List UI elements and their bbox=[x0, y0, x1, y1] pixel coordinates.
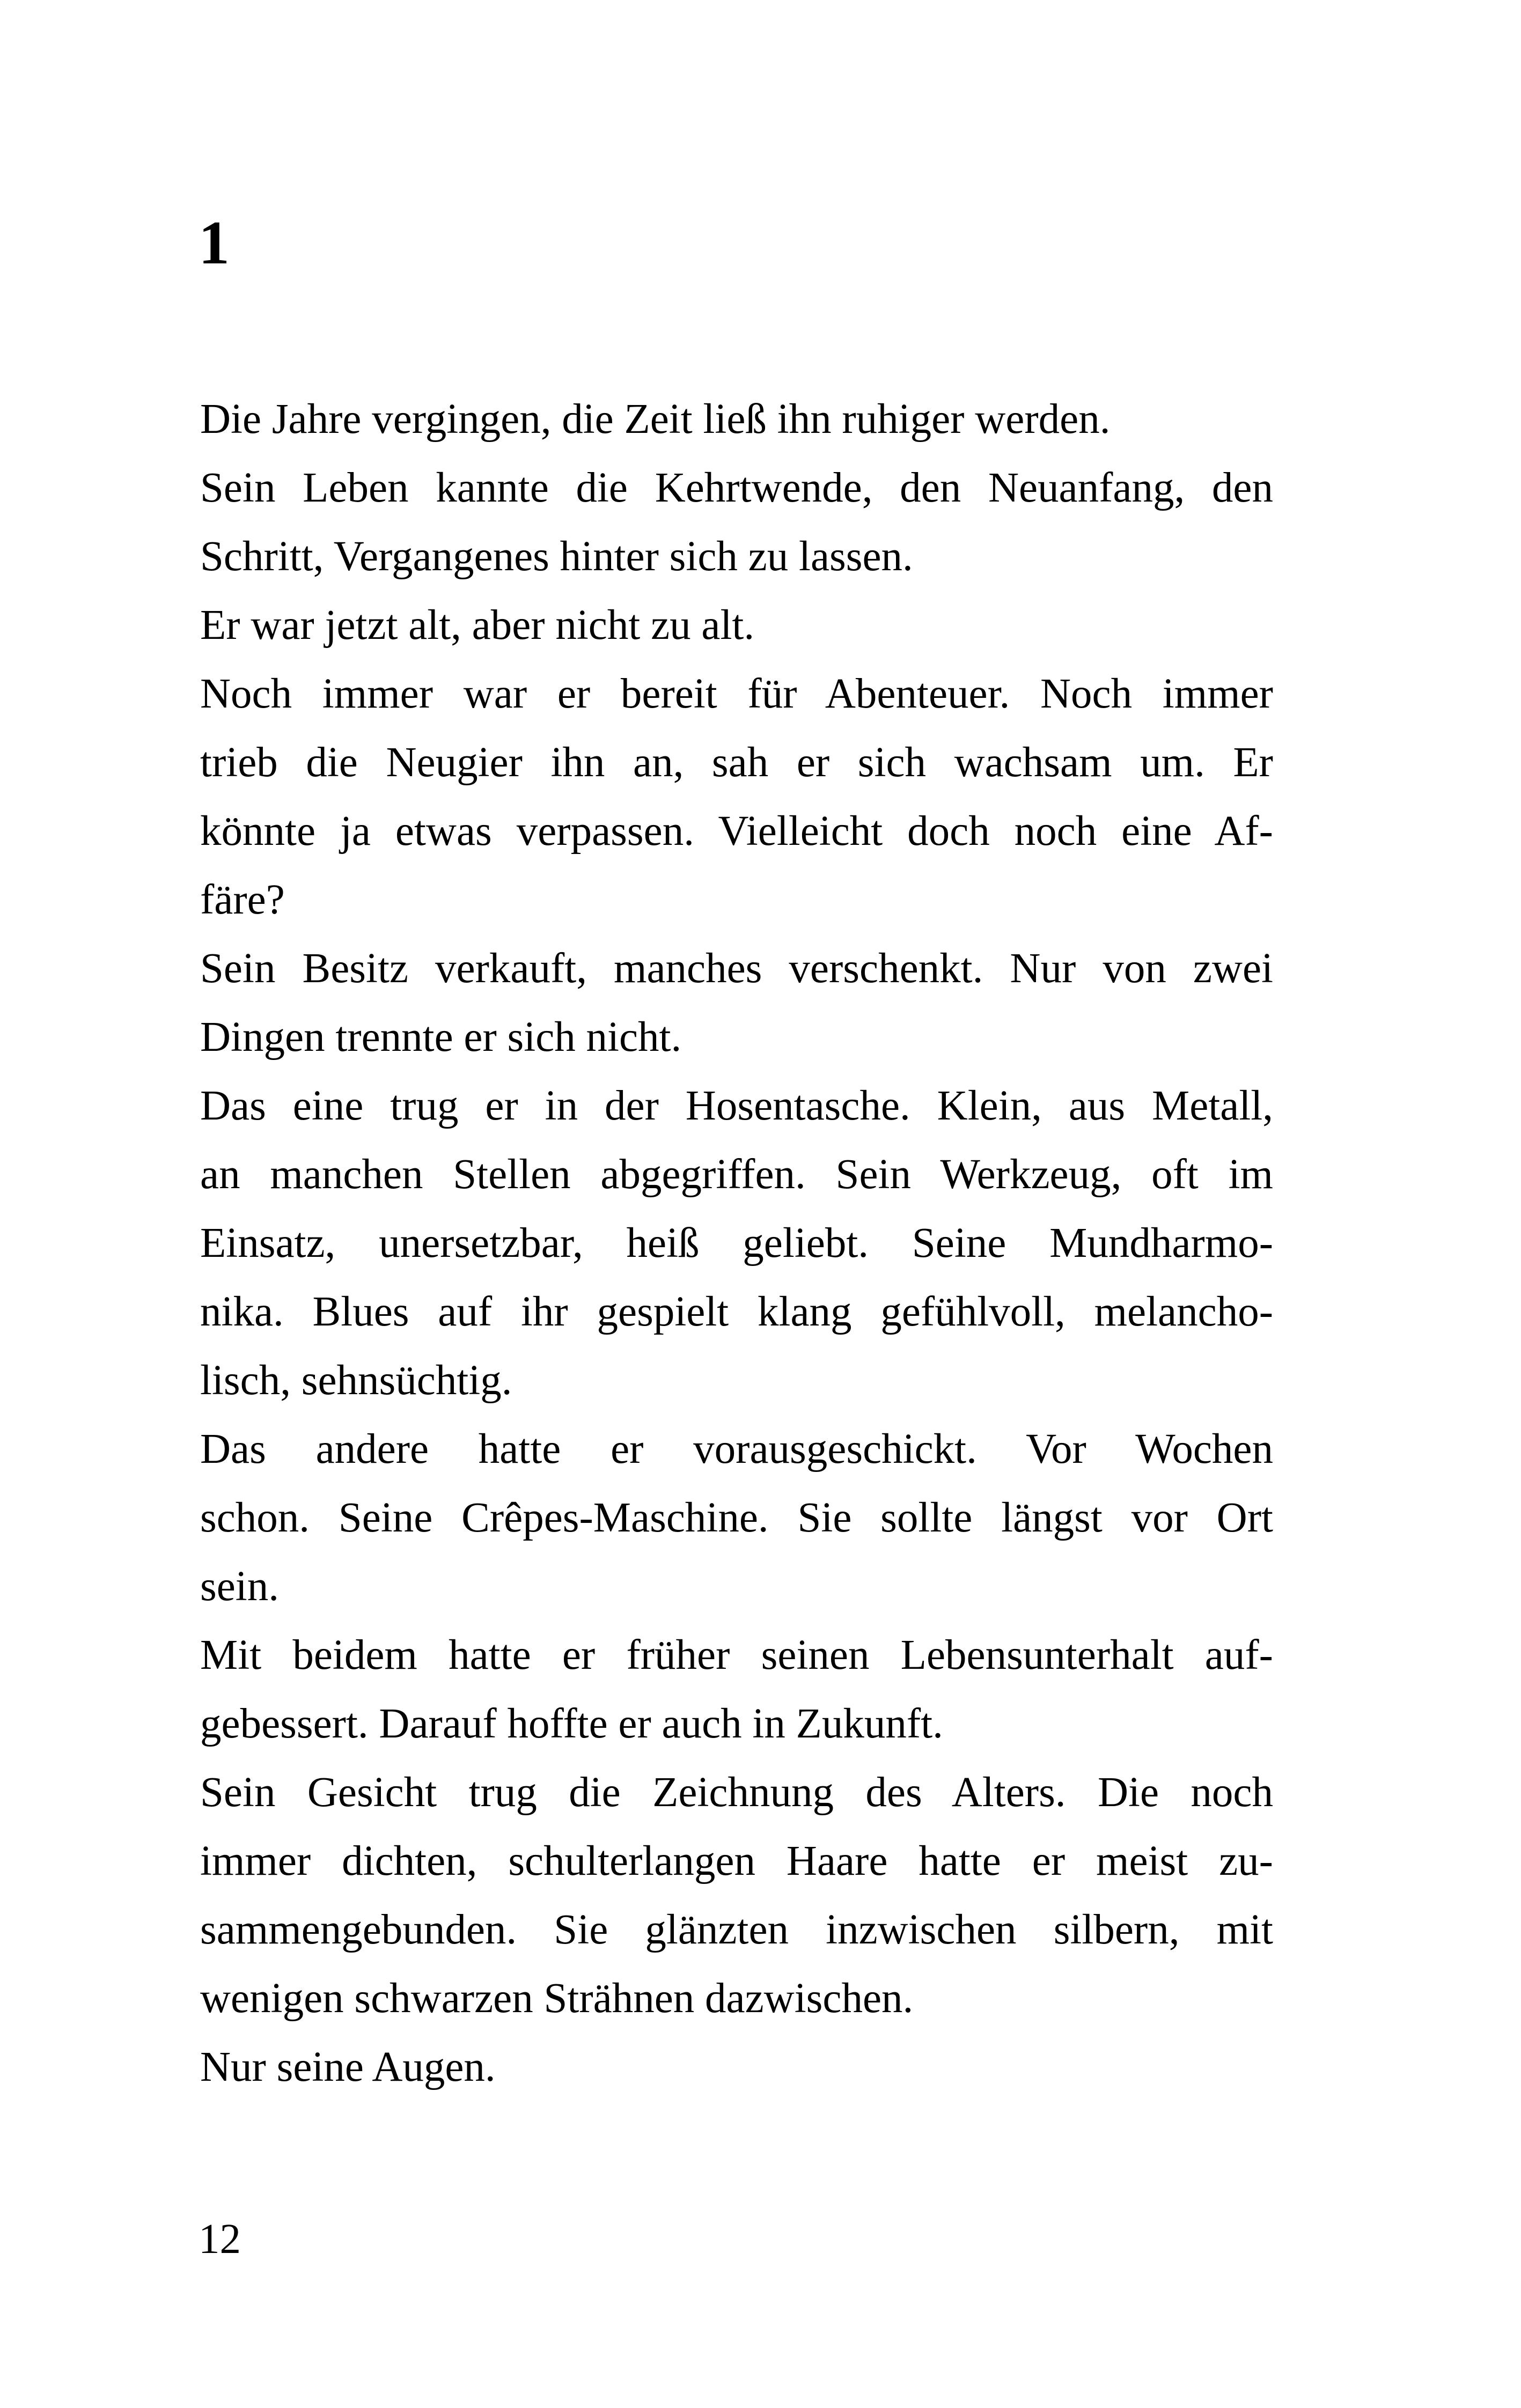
text-line: lisch, sehnsüchtig. bbox=[200, 1357, 512, 1404]
text-line: Einsatz, unersetzbar, heiß geliebt. Seine Mundharmo- bbox=[200, 1220, 1273, 1266]
text-line: färe? bbox=[200, 877, 285, 923]
text-line: schon. Seine Crêpes-Maschine. Sie sollte längst vor Ort bbox=[200, 1494, 1273, 1541]
text-line: trieb die Neugier ihn an, sah er sich wachsam um. Er bbox=[200, 739, 1273, 786]
chapter-body-text bbox=[200, 385, 1273, 2102]
text-line: Er war jetzt alt, aber nicht zu alt. bbox=[200, 602, 755, 649]
text-line: Nur seine Augen. bbox=[200, 2044, 496, 2090]
text-line: Sein Leben kannte die Kehrtwende, den Neuanfang, den bbox=[200, 465, 1273, 511]
text-line: Das andere hatte er vorausgeschickt. Vor Wochen bbox=[200, 1426, 1273, 1472]
text-line: sein. bbox=[200, 1563, 280, 1610]
text-line: Mit beidem hatte er früher seinen Lebensunterhalt auf- bbox=[200, 1632, 1273, 1678]
text-line: gebessert. Darauf hoffte er auch in Zukunft. bbox=[200, 1700, 943, 1747]
text-line: Noch immer war er bereit für Abenteuer. Noch immer bbox=[200, 671, 1273, 717]
text-line: Dingen trennte er sich nicht. bbox=[200, 1014, 682, 1061]
text-line: sammengebunden. Sie glänzten inzwischen silbern, mit bbox=[200, 1906, 1273, 1953]
text-line: Das eine trug er in der Hosentasche. Klein, aus Metall, bbox=[200, 1083, 1273, 1129]
page-number: 12 bbox=[199, 2216, 241, 2263]
text-line: Sein Besitz verkauft, manches verschenkt. Nur von zwei bbox=[200, 945, 1273, 992]
text-line: an manchen Stellen abgegriffen. Sein Werkzeug, oft im bbox=[200, 1151, 1273, 1198]
text-line: wenigen schwarzen Strähnen dazwischen. bbox=[200, 1975, 914, 2022]
text-line: immer dichten, schulterlangen Haare hatte er meist zu- bbox=[200, 1838, 1273, 1884]
text-line: Schritt, Vergangenes hinter sich zu lassen. bbox=[200, 533, 913, 580]
text-line: könnte ja etwas verpassen. Vielleicht doch noch eine Af- bbox=[200, 808, 1273, 855]
text-line: Sein Gesicht trug die Zeichnung des Alters. Die noch bbox=[200, 1769, 1273, 1816]
text-line: nika. Blues auf ihr gespielt klang gefühlvoll, melancho- bbox=[200, 1288, 1273, 1335]
chapter-number: 1 bbox=[199, 209, 230, 277]
text-line: Die Jahre vergingen, die Zeit ließ ihn ruhiger werden. bbox=[200, 396, 1111, 443]
